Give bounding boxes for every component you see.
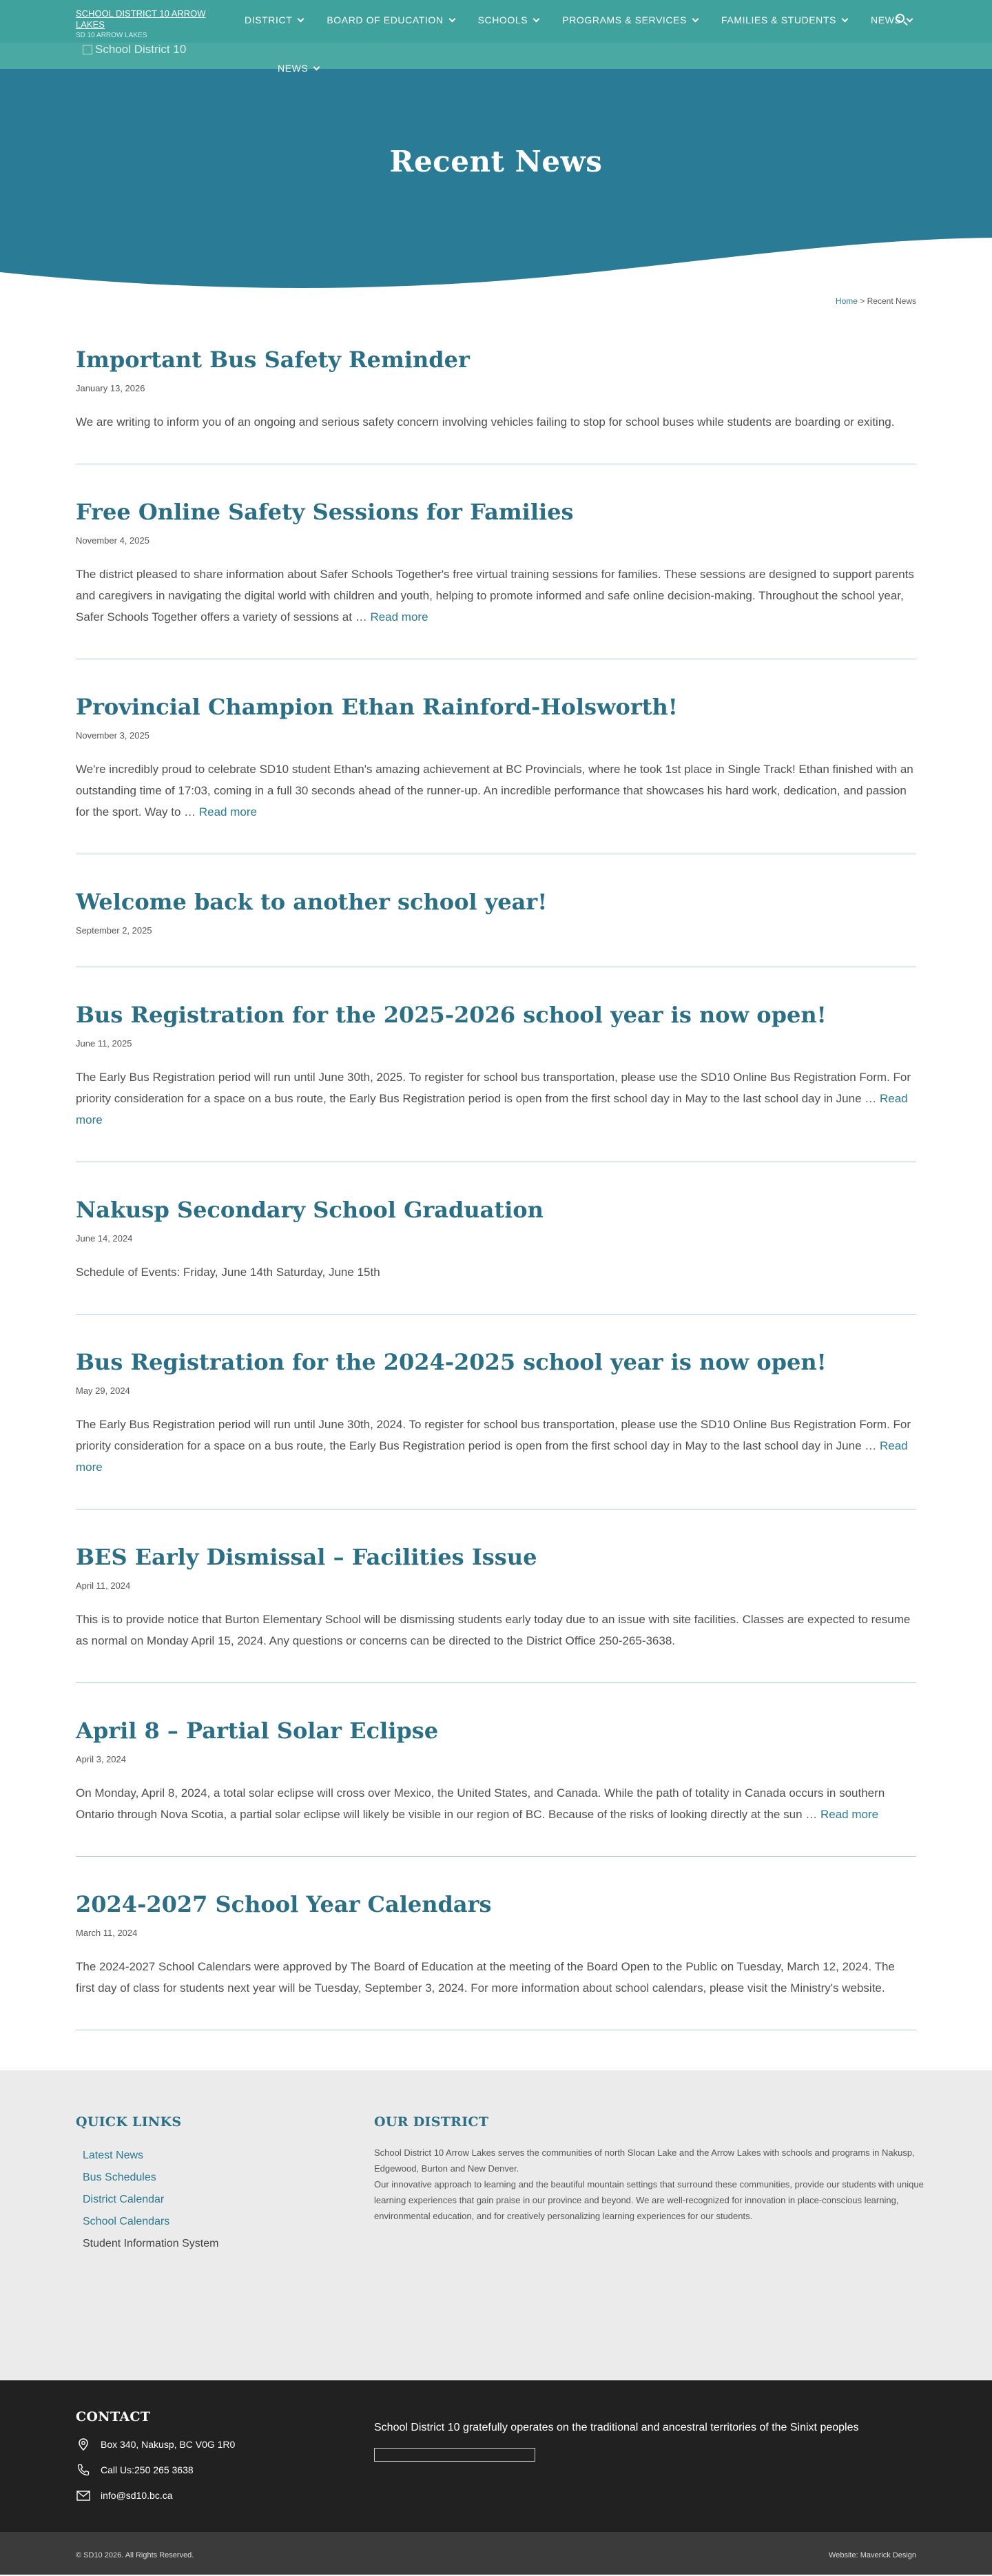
quick-link-bus-schedules[interactable]: Bus Schedules bbox=[83, 2172, 156, 2183]
breadcrumb-separator: > bbox=[857, 296, 867, 306]
post-excerpt-text: The 2024-2027 School Calendars were approved by The Board of Education at the meeting of the Board Open to the Public on Tuesday, March 12, 2024. The first day of class for students next year will be Tuesday, September 3, 2024. For more information about school calendars, please visit the Ministry's website. bbox=[76, 1960, 895, 1995]
land-acknowledgement: School District 10 gratefully operates on the traditional and ancestral territories of the Sinixt peoples bbox=[374, 2422, 859, 2433]
logo-alt-text-2: SD 10 ARROW LAKES bbox=[76, 32, 147, 37]
read-more-link[interactable]: Read more bbox=[76, 1439, 908, 1474]
quick-link-district-calendar[interactable]: District Calendar bbox=[83, 2194, 165, 2205]
breadcrumb bbox=[76, 296, 916, 306]
site-header bbox=[0, 0, 992, 74]
hero-wave bbox=[0, 207, 992, 289]
contact-phone bbox=[76, 2464, 235, 2476]
post-title-link[interactable]: 2024-2027 School Year Calendars bbox=[76, 1891, 492, 1917]
post-date: November 3, 2025 bbox=[76, 730, 149, 741]
post-excerpt bbox=[76, 1261, 916, 1283]
envelope-icon bbox=[76, 2489, 91, 2502]
post-excerpt bbox=[76, 1067, 916, 1131]
news-post bbox=[76, 888, 916, 967]
main-nav bbox=[233, 12, 924, 28]
nav-label: PROGRAMS & SERVICES bbox=[562, 14, 687, 25]
quick-link-latest-news[interactable]: Latest News bbox=[83, 2150, 144, 2161]
search-icon-handle bbox=[903, 21, 907, 25]
post-date: September 2, 2025 bbox=[76, 925, 152, 936]
post-title-link[interactable]: Important Bus Safety Reminder bbox=[76, 347, 470, 373]
nav-item-schools[interactable] bbox=[466, 12, 551, 28]
contact-address bbox=[76, 2438, 235, 2451]
chevron-down-icon bbox=[533, 15, 540, 22]
post-excerpt-text: We are writing to inform you of an ongoing and serious safety concern involving vehicles failing to stop for school buses while students are boarding or exiting. bbox=[76, 415, 895, 429]
breadcrumb-home-link[interactable]: Home bbox=[835, 296, 858, 306]
nav-item-families-students[interactable] bbox=[710, 12, 859, 28]
logo-alt-text: SCHOOL DISTRICT 10 ARROW LAKES bbox=[76, 8, 206, 30]
post-excerpt-text: On Monday, April 8, 2024, a total solar eclipse will cross over Mexico, the United States, and Canada. While the path of totality in Canada occurs in southern Ontario through Nova Scotia, a partial solar eclipse will likely be visible in our region of BC. Because of the risks of looking directly at the sun … bbox=[76, 1786, 885, 1821]
post-excerpt-text: The Early Bus Registration period will run until June 30th, 2025. To register for school bus transportation, please use the SD10 Online Bus Registration Form. For priority consideration for a space on a bus route, the Early Bus Registration period is open from the first school day in May to the last school day in June … bbox=[76, 1071, 911, 1105]
post-excerpt-text: The district pleased to share information about Safer Schools Together's free virtual training sessions for families. These sessions are designed to support parents and caregivers in navigating the digital world with children and youth, helping to promote informed and safe online decision-making. Throughout the school year, Safer Schools Together offers a variety of sessions at … bbox=[76, 568, 914, 624]
read-more-link[interactable]: Read more bbox=[76, 1092, 908, 1126]
post-excerpt bbox=[76, 1782, 916, 1825]
post-date: April 3, 2024 bbox=[76, 1754, 126, 1764]
nav-label: BOARD OF EDUCATION bbox=[327, 14, 444, 25]
nav-item-news-secondary[interactable] bbox=[266, 61, 331, 76]
copyright-bar bbox=[0, 2532, 992, 2575]
logo-secondary[interactable] bbox=[83, 44, 227, 55]
page-hero bbox=[0, 69, 992, 289]
quick-links-heading: QUICK LINKS bbox=[76, 2114, 182, 2130]
read-more-link[interactable]: Read more bbox=[370, 610, 428, 624]
post-title-link[interactable]: Nakusp Secondary School Graduation bbox=[76, 1197, 544, 1223]
news-post bbox=[76, 1717, 916, 1857]
search-icon[interactable] bbox=[896, 14, 909, 28]
copyright-text: © SD10 2026. All Rights Reserved. bbox=[76, 2551, 194, 2559]
quick-links-widget bbox=[76, 2114, 218, 2255]
contact-heading: CONTACT bbox=[76, 2409, 151, 2424]
nav-item-district[interactable] bbox=[233, 12, 315, 28]
post-date: March 11, 2024 bbox=[76, 1928, 138, 1938]
footer-widgets bbox=[0, 2070, 992, 2380]
news-post bbox=[76, 498, 916, 659]
post-title-link[interactable]: Bus Registration for the 2025-2026 school year is now open! bbox=[76, 1002, 827, 1028]
nav-label: NEWS bbox=[278, 63, 309, 74]
nav-item-news[interactable] bbox=[859, 12, 924, 28]
acknowledgement-image bbox=[374, 2448, 535, 2462]
news-post bbox=[76, 346, 916, 464]
chevron-down-icon bbox=[313, 63, 320, 70]
nav-label: NEWS bbox=[871, 14, 902, 25]
post-date: April 11, 2024 bbox=[76, 1580, 131, 1591]
nav-label: FAMILIES & STUDENTS bbox=[721, 14, 836, 25]
post-title-link[interactable]: Provincial Champion Ethan Rainford-Holsworth! bbox=[76, 694, 678, 720]
post-title-link[interactable]: Bus Registration for the 2024-2025 school year is now open! bbox=[76, 1349, 827, 1375]
read-more-link[interactable]: Read more bbox=[198, 805, 257, 818]
quick-link-school-calendars[interactable]: School Calendars bbox=[83, 2216, 170, 2227]
post-excerpt bbox=[76, 1414, 916, 1478]
address-text: Box 340, Nakusp, BC V0G 1R0 bbox=[101, 2439, 236, 2450]
phone-icon bbox=[76, 2464, 91, 2476]
post-title-link[interactable]: April 8 – Partial Solar Eclipse bbox=[76, 1718, 439, 1744]
post-excerpt-text: This is to provide notice that Burton Elementary School will be dismissing students early today due to an issue with site facilities. Classes are expected to resume as normal on Monday April 15, 2024. Any questions or concerns can be directed to the District Office 250-265-3638. bbox=[76, 1613, 911, 1647]
chevron-down-icon bbox=[692, 15, 699, 22]
post-excerpt-text: The Early Bus Registration period will run until June 30th, 2024. To register for school bus transportation, please use the SD10 Online Bus Registration Form. For priority consideration for a space on a bus route, the Early Bus Registration period is open from the first school day in May to the last school day in June … bbox=[76, 1418, 911, 1452]
acknowledgement-widget bbox=[374, 2420, 911, 2462]
news-post bbox=[76, 1196, 916, 1315]
district-description-2: Our innovative approach to learning and the beautiful mountain settings that surround these communities, provide our students with unique learning experiences that gain praise in our province and beyond. We are well-recognized for innovation in place-conscious learning, environmental education, and for creatively personalizing learning experiences for our students. bbox=[374, 2179, 924, 2221]
map-pin-icon bbox=[76, 2438, 91, 2451]
credit-link[interactable]: Website: Maverick Design bbox=[829, 2551, 916, 2559]
news-post bbox=[76, 1543, 916, 1683]
news-post bbox=[76, 693, 916, 854]
post-date: May 29, 2024 bbox=[76, 1385, 130, 1396]
read-more-link[interactable]: Read more bbox=[820, 1808, 879, 1821]
post-date: January 13, 2026 bbox=[76, 383, 145, 393]
post-excerpt bbox=[76, 1609, 916, 1651]
post-title-link[interactable]: Welcome back to another school year! bbox=[76, 889, 548, 915]
post-excerpt bbox=[76, 564, 916, 628]
post-excerpt-text: Schedule of Events: Friday, June 14th Saturday, June 15th bbox=[76, 1266, 380, 1279]
nav-label: DISTRICT bbox=[245, 14, 293, 25]
district-description-1: School District 10 Arrow Lakes serves the communities of north Slocan Lake and the Arrow Lakes with schools and programs in Nakusp, Edgewood, Burton and New Denver. bbox=[374, 2147, 915, 2174]
our-district-heading: OUR DISTRICT bbox=[374, 2114, 489, 2130]
site-logo[interactable] bbox=[76, 8, 214, 56]
phone-link[interactable]: 250 265 3638 bbox=[134, 2464, 194, 2475]
nav-item-board-of-education[interactable] bbox=[315, 12, 466, 28]
email-link[interactable]: info@sd10.bc.ca bbox=[101, 2490, 173, 2501]
breadcrumb-current: Recent News bbox=[867, 296, 916, 306]
post-date: November 4, 2025 bbox=[76, 535, 149, 546]
phone-label: Call Us: bbox=[101, 2464, 135, 2475]
quick-links-list bbox=[76, 2145, 218, 2255]
contact-widget bbox=[76, 2409, 235, 2515]
quick-link-student-information-system[interactable]: Student Information System bbox=[83, 2238, 219, 2249]
nav-label: SCHOOLS bbox=[477, 14, 528, 25]
post-excerpt bbox=[76, 411, 916, 433]
post-title-link[interactable]: Free Online Safety Sessions for Families bbox=[76, 499, 574, 525]
post-excerpt-text: We're incredibly proud to celebrate SD10 student Ethan's amazing achievement at BC Provincials, where he took 1st place in Single Track! Ethan finished with an outstanding time of 17:03, coming in a full 30 seconds ahead of the runner-up. An incredible performance that showcases his hard work, dedication, and passion for the sport. Way to … bbox=[76, 763, 913, 818]
post-excerpt bbox=[76, 1956, 916, 1999]
nav-item-programs-services[interactable] bbox=[550, 12, 710, 28]
post-date: June 14, 2024 bbox=[76, 1233, 133, 1244]
chevron-down-icon bbox=[298, 15, 304, 22]
news-post bbox=[76, 1348, 916, 1509]
chevron-down-icon bbox=[842, 15, 849, 22]
logo-secondary-text: School District 10 bbox=[95, 43, 187, 56]
page-title: Recent News bbox=[389, 145, 603, 178]
broken-image-icon bbox=[83, 45, 92, 54]
our-district-widget bbox=[374, 2114, 925, 2224]
news-post bbox=[76, 1001, 916, 1162]
post-title-link[interactable]: BES Early Dismissal – Facilities Issue bbox=[76, 1544, 537, 1570]
news-list bbox=[76, 346, 916, 2030]
contact-email bbox=[76, 2489, 235, 2502]
footer-contact bbox=[0, 2380, 992, 2532]
chevron-down-icon bbox=[448, 15, 455, 22]
news-post bbox=[76, 1890, 916, 2030]
post-excerpt bbox=[76, 759, 916, 823]
post-date: June 11, 2025 bbox=[76, 1038, 132, 1049]
